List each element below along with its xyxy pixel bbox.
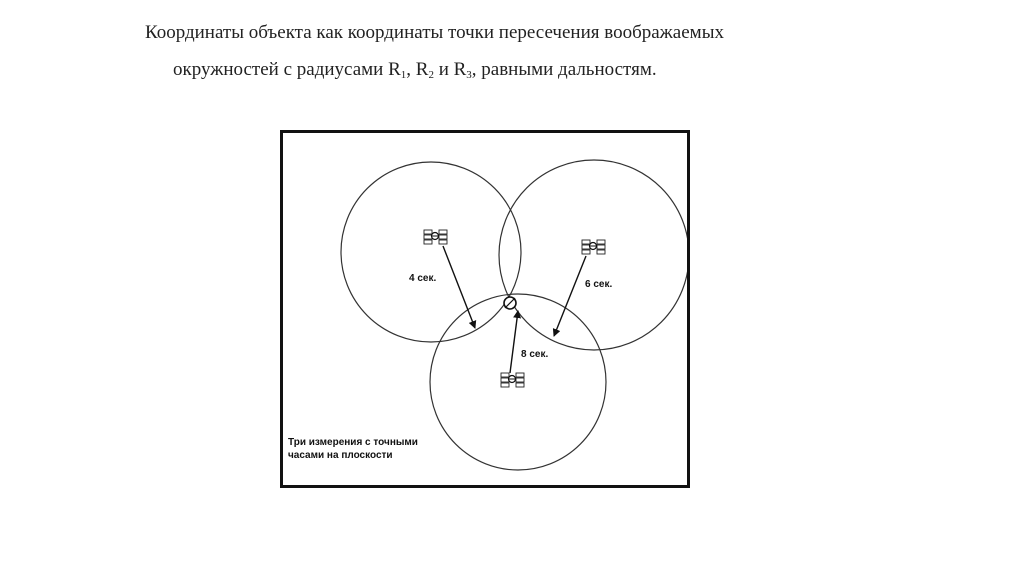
trilateration-diagram [280,130,690,488]
title-line-2: окружностей с радиусами $R_1$, $R_2$ и $R_3$, равными дальностям. [173,59,657,81]
satellite-icon [582,240,605,254]
title-line-1: Координаты объекта как координаты точки пересечения воображаемых [145,22,724,43]
satellite-icon [424,230,447,244]
diagram-canvas [283,133,687,485]
range-arrow-3 [510,311,518,373]
diagram-caption [288,436,418,462]
range-label-r1: 4 сек. [409,273,437,284]
range-arrow-1 [443,246,475,328]
receiver-target-icon [504,297,516,309]
caption-line-2: часами на плоскости [288,450,393,461]
range-arrow-2 [554,256,586,336]
satellite-icon [501,373,524,387]
range-label-r3: 8 сек. [521,349,549,360]
caption-line-1: Три измерения с точными [288,437,418,448]
range-label-r2: 6 сек. [585,279,613,290]
range-circle-1 [341,162,521,342]
range-circle-2 [499,160,687,350]
slide-title [145,14,905,88]
